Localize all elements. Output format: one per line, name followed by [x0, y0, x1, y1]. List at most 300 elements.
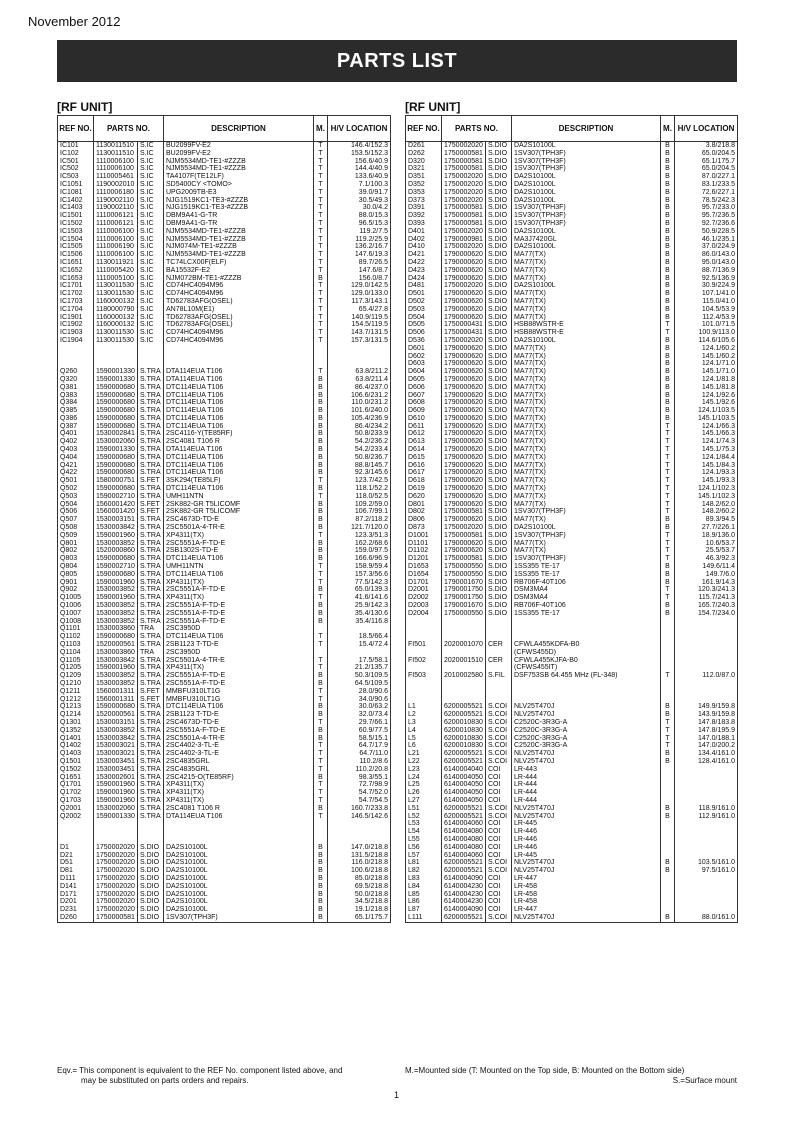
- mount-side-cell: B: [661, 353, 675, 361]
- parts-no-cell: 1530003842: [94, 657, 138, 665]
- description-cell: 1SV307(TPH3F): [512, 204, 661, 212]
- location-cell: 110.2/20.8: [328, 766, 391, 774]
- ref-no-cell: D802: [406, 508, 442, 516]
- part-type-cell: S.DIO: [486, 212, 512, 220]
- description-cell: DTC114EUA T106: [164, 415, 314, 423]
- table-row: [58, 625, 391, 633]
- parts-no-cell: 1160000132: [94, 298, 138, 306]
- parts-no-cell: 1790000620: [442, 423, 486, 431]
- location-cell: 65.1/175.7: [675, 158, 738, 166]
- part-type-cell: S.IC: [138, 337, 164, 345]
- description-cell: 2SC5551A-F-TD-E: [164, 672, 314, 680]
- mount-side-cell: [661, 649, 675, 657]
- table-row: [58, 742, 391, 750]
- table-row: [58, 891, 391, 899]
- description-cell: DTC114EUA T106: [164, 423, 314, 431]
- mount-side-cell: B: [314, 430, 328, 438]
- ref-no-cell: D2001: [406, 586, 442, 594]
- table-row: [406, 633, 738, 641]
- description-cell: LR-445: [512, 820, 661, 828]
- table-row: [406, 602, 738, 610]
- parts-no-cell: 1110006190: [94, 243, 138, 251]
- part-type-cell: S.TRA: [138, 368, 164, 376]
- parts-no-cell: [442, 696, 486, 704]
- mount-side-cell: B: [314, 516, 328, 524]
- mount-side-cell: T: [661, 329, 675, 337]
- description-cell: BU2099FV-E2: [164, 150, 314, 158]
- parts-no-cell: 1110005461: [94, 173, 138, 181]
- parts-no-cell: 1790000620: [442, 376, 486, 384]
- parts-no-cell: 1750000581: [442, 165, 486, 173]
- description-cell: DSM3MA4: [512, 594, 661, 602]
- ref-no-cell: [58, 345, 94, 353]
- parts-no-cell: 1790000620: [442, 407, 486, 415]
- description-cell: TD62783AFG(OSEL): [164, 321, 314, 329]
- part-type-cell: S.TRA: [138, 610, 164, 618]
- part-type-cell: S.DIO: [486, 181, 512, 189]
- location-cell: 106.6/231.2: [328, 392, 391, 400]
- parts-table-right: [405, 115, 738, 923]
- ref-no-cell: L82: [406, 867, 442, 875]
- table-row: [406, 353, 738, 361]
- parts-no-cell: [442, 625, 486, 633]
- mount-side-cell: [661, 625, 675, 633]
- table-row: [406, 774, 738, 782]
- description-cell: NLV25T470J: [512, 914, 661, 922]
- table-row: [58, 189, 391, 197]
- col-parts-no: PARTS NO.: [94, 116, 164, 142]
- part-type-cell: S.DIO: [486, 282, 512, 290]
- parts-no-cell: 1750000581: [442, 204, 486, 212]
- description-cell: NJG1519KC1-TE3-#ZZZB: [164, 197, 314, 205]
- parts-no-cell: 1590000680: [94, 703, 138, 711]
- ref-no-cell: D502: [406, 298, 442, 306]
- ref-no-cell: Q386: [58, 415, 94, 423]
- part-type-cell: S.FET: [138, 501, 164, 509]
- location-cell: 159.0/97.5: [328, 547, 391, 555]
- parts-no-cell: 1190002110: [94, 204, 138, 212]
- description-cell: DA2S10100L: [164, 891, 314, 899]
- location-cell: 124.1/102.3: [675, 485, 738, 493]
- ref-no-cell: D401: [406, 228, 442, 236]
- part-type-cell: S.DIO: [138, 859, 164, 867]
- part-type-cell: [138, 360, 164, 368]
- ref-no-cell: [406, 688, 442, 696]
- parts-no-cell: 1190002010: [94, 181, 138, 189]
- ref-no-cell: Q802: [58, 547, 94, 555]
- ref-no-cell: D2002: [406, 594, 442, 602]
- parts-no-cell: 6140004080: [442, 828, 486, 836]
- table-row: [58, 883, 391, 891]
- location-cell: 148.2/62.0: [675, 501, 738, 509]
- parts-no-cell: 1750000581: [442, 532, 486, 540]
- mount-side-cell: T: [314, 212, 328, 220]
- description-cell: MA77(TX): [512, 407, 661, 415]
- parts-no-cell: 1520000561: [94, 641, 138, 649]
- parts-no-cell: [442, 680, 486, 688]
- ref-no-cell: Q383: [58, 392, 94, 400]
- footnote-line: may be substituted on parts orders and repairs.: [81, 1076, 249, 1085]
- description-cell: MA77(TX): [512, 438, 661, 446]
- location-cell: 147.0/218.8: [328, 844, 391, 852]
- table-row: [58, 547, 391, 555]
- location-cell: 88.0/15.3: [328, 212, 391, 220]
- description-cell: MA77(TX): [512, 469, 661, 477]
- parts-no-cell: 1750002020: [94, 859, 138, 867]
- description-cell: MA77(TX): [512, 446, 661, 454]
- table-row: [58, 360, 391, 368]
- part-type-cell: COI: [486, 781, 512, 789]
- part-type-cell: S.IC: [138, 275, 164, 283]
- ref-no-cell: Q320: [58, 376, 94, 384]
- table-row: [58, 407, 391, 415]
- location-cell: 147.0/188.1: [675, 735, 738, 743]
- mount-side-cell: B: [314, 867, 328, 875]
- part-type-cell: S.DIO: [486, 306, 512, 314]
- table-row: [58, 501, 391, 509]
- mount-side-cell: T: [314, 314, 328, 322]
- mount-side-cell: B: [661, 415, 675, 423]
- description-cell: [512, 680, 661, 688]
- description-cell: CD74HC4094M96: [164, 282, 314, 290]
- mount-side-cell: [661, 828, 675, 836]
- part-type-cell: S.FIL: [486, 672, 512, 680]
- parts-no-cell: 1130011530: [94, 329, 138, 337]
- ref-no-cell: IC1903: [58, 329, 94, 337]
- mount-side-cell: [314, 836, 328, 844]
- table-row: [58, 306, 391, 314]
- part-type-cell: S.DIO: [486, 251, 512, 259]
- ref-no-cell: D1: [58, 844, 94, 852]
- part-type-cell: S.DIO: [486, 586, 512, 594]
- part-type-cell: COI: [486, 891, 512, 899]
- col-location: H/V LOCATION: [675, 116, 738, 142]
- mount-side-cell: B: [661, 251, 675, 259]
- parts-no-cell: 6200005521: [442, 859, 486, 867]
- location-cell: 3.8/218.8: [675, 142, 738, 150]
- location-cell: 50.9/228.5: [675, 228, 738, 236]
- ref-no-cell: Q803: [58, 555, 94, 563]
- description-cell: MMBFU310LT1G: [164, 688, 314, 696]
- mount-side-cell: B: [661, 750, 675, 758]
- part-type-cell: S.DIO: [486, 430, 512, 438]
- parts-no-cell: 1790000620: [442, 368, 486, 376]
- mount-side-cell: T: [314, 243, 328, 251]
- part-type-cell: S.TRA: [138, 516, 164, 524]
- parts-no-cell: 1790000620: [442, 462, 486, 470]
- description-cell: [164, 345, 314, 353]
- parts-no-cell: 6140004230: [442, 898, 486, 906]
- mount-side-cell: B: [661, 314, 675, 322]
- table-row: [58, 594, 391, 602]
- mount-side-cell: T: [661, 532, 675, 540]
- table-row: [406, 329, 738, 337]
- table-row: [58, 836, 391, 844]
- parts-no-cell: 1590000680: [94, 407, 138, 415]
- description-cell: BA15532F-E2: [164, 267, 314, 275]
- col-mount: M.: [661, 116, 675, 142]
- location-cell: 124.1/66.3: [675, 423, 738, 431]
- ref-no-cell: IC1402: [58, 197, 94, 205]
- mount-side-cell: B: [661, 165, 675, 173]
- parts-no-cell: 1130011921: [94, 259, 138, 267]
- description-cell: [512, 633, 661, 641]
- mount-side-cell: B: [314, 844, 328, 852]
- description-cell: 2SK882-GR T5LICOMF: [164, 501, 314, 509]
- mount-side-cell: T: [314, 228, 328, 236]
- parts-no-cell: 1750002020: [94, 867, 138, 875]
- ref-no-cell: D503: [406, 306, 442, 314]
- description-cell: DTC114EUA T106: [164, 407, 314, 415]
- description-cell: XP4311(TX): [164, 594, 314, 602]
- location-cell: [328, 828, 391, 836]
- description-cell: DTC114EUA T106: [164, 633, 314, 641]
- parts-no-cell: 1530003852: [94, 618, 138, 626]
- parts-no-cell: [94, 353, 138, 361]
- table-row: [406, 306, 738, 314]
- ref-no-cell: IC1902: [58, 321, 94, 329]
- mount-side-cell: B: [314, 672, 328, 680]
- table-row: [58, 828, 391, 836]
- part-type-cell: S.TRA: [138, 594, 164, 602]
- location-cell: 124.1/103.5: [675, 407, 738, 415]
- part-type-cell: S.COI: [486, 914, 512, 922]
- location-cell: 160.7/233.8: [328, 805, 391, 813]
- mount-side-cell: [661, 891, 675, 899]
- table-row: [58, 618, 391, 626]
- ref-no-cell: Q1502: [58, 766, 94, 774]
- part-type-cell: S.IC: [138, 243, 164, 251]
- ref-no-cell: L21: [406, 750, 442, 758]
- table-row: [58, 243, 391, 251]
- parts-no-cell: 1530003451: [94, 766, 138, 774]
- ref-no-cell: [406, 696, 442, 704]
- location-cell: 65.0/139.3: [328, 586, 391, 594]
- ref-no-cell: D506: [406, 329, 442, 337]
- parts-no-cell: 1110006100: [94, 165, 138, 173]
- description-cell: 2SC5551A-F-TD-E: [164, 540, 314, 548]
- part-type-cell: S.TRA: [138, 407, 164, 415]
- ref-no-cell: D620: [406, 493, 442, 501]
- mount-side-cell: T: [314, 633, 328, 641]
- parts-no-cell: [94, 820, 138, 828]
- description-cell: C2520C-3R3G-A: [512, 735, 661, 743]
- location-cell: 35.4/116.8: [328, 618, 391, 626]
- description-cell: (CFWS455D): [512, 649, 661, 657]
- parts-no-cell: 1790000620: [442, 454, 486, 462]
- ref-no-cell: Q1213: [58, 703, 94, 711]
- ref-no-cell: D1653: [406, 563, 442, 571]
- table-row: [58, 376, 391, 384]
- part-type-cell: S.DIO: [486, 384, 512, 392]
- location-cell: 145.1/102.3: [675, 493, 738, 501]
- description-cell: 2SB1123 T-TD-E: [164, 711, 314, 719]
- part-type-cell: S.DIO: [486, 360, 512, 368]
- table-row: [58, 540, 391, 548]
- part-type-cell: S.TRA: [138, 750, 164, 758]
- parts-no-cell: 1750000581: [442, 220, 486, 228]
- location-cell: 34.0/90.6: [328, 696, 391, 704]
- table-row: [406, 501, 738, 509]
- table-header-row: [58, 116, 391, 142]
- location-cell: 120.3/241.3: [675, 586, 738, 594]
- ref-no-cell: L24: [406, 774, 442, 782]
- ref-no-cell: D504: [406, 314, 442, 322]
- mount-side-cell: [661, 898, 675, 906]
- mount-side-cell: B: [661, 259, 675, 267]
- part-type-cell: S.IC: [138, 197, 164, 205]
- table-row: [58, 337, 391, 345]
- mount-side-cell: B: [314, 540, 328, 548]
- description-cell: 2SC5551A-F-TD-E: [164, 602, 314, 610]
- parts-no-cell: 6200005521: [442, 758, 486, 766]
- parts-no-cell: 1590000680: [94, 399, 138, 407]
- mount-side-cell: B: [314, 618, 328, 626]
- ref-no-cell: D402: [406, 236, 442, 244]
- description-cell: MA77(TX): [512, 290, 661, 298]
- part-type-cell: S.DIO: [138, 906, 164, 914]
- location-cell: 144.4/40.9: [328, 165, 391, 173]
- location-cell: 147.8/195.9: [675, 727, 738, 735]
- mount-side-cell: B: [314, 547, 328, 555]
- part-type-cell: S.DIO: [486, 150, 512, 158]
- col-mount: M.: [314, 116, 328, 142]
- table-row: [406, 883, 738, 891]
- table-row: [406, 337, 738, 345]
- location-cell: 25.5/53.7: [675, 547, 738, 555]
- location-cell: 30.0/4.2: [328, 204, 391, 212]
- part-type-cell: S.IC: [138, 251, 164, 259]
- table-row: [58, 820, 391, 828]
- ref-no-cell: D614: [406, 446, 442, 454]
- location-cell: 34.5/218.8: [328, 898, 391, 906]
- parts-no-cell: 1560001420: [94, 508, 138, 516]
- parts-no-cell: 1790000620: [442, 469, 486, 477]
- description-cell: 2SC4673D-TD-E: [164, 719, 314, 727]
- table-row: [406, 618, 738, 626]
- part-type-cell: S.IC: [138, 259, 164, 267]
- location-cell: 64.7/17.9: [328, 742, 391, 750]
- description-cell: LR-443: [512, 766, 661, 774]
- location-cell: 145.1/103.5: [675, 415, 738, 423]
- col-ref-no: REF NO.: [406, 116, 442, 142]
- location-cell: [675, 852, 738, 860]
- table-row: [58, 158, 391, 166]
- part-type-cell: S.COI: [486, 867, 512, 875]
- table-row: [406, 407, 738, 415]
- table-row: [58, 750, 391, 758]
- parts-no-cell: 1790000620: [442, 259, 486, 267]
- footnote-equivalent: [57, 1066, 390, 1086]
- mount-side-cell: T: [314, 688, 328, 696]
- location-cell: [328, 836, 391, 844]
- parts-no-cell: 1790000620: [442, 251, 486, 259]
- col-ref-no: REF NO.: [58, 116, 94, 142]
- ref-no-cell: L56: [406, 844, 442, 852]
- location-cell: 124.1/93.3: [675, 469, 738, 477]
- location-cell: [675, 797, 738, 805]
- mount-side-cell: T: [661, 540, 675, 548]
- parts-no-cell: 1750002020: [94, 891, 138, 899]
- table-row: [406, 399, 738, 407]
- mount-side-cell: [661, 664, 675, 672]
- location-cell: 112.9/161.0: [675, 813, 738, 821]
- description-cell: 1SV307(TPH3F): [512, 220, 661, 228]
- mount-side-cell: [314, 353, 328, 361]
- part-type-cell: S.TRA: [138, 540, 164, 548]
- location-cell: 149.9/159.8: [675, 703, 738, 711]
- location-cell: 148.2/60.2: [675, 508, 738, 516]
- table-row: [58, 392, 391, 400]
- description-cell: NJM074M-TE1-#ZZZB: [164, 243, 314, 251]
- ref-no-cell: Q260: [58, 368, 94, 376]
- ref-no-cell: IC1652: [58, 267, 94, 275]
- table-row: [58, 314, 391, 322]
- mount-side-cell: B: [661, 345, 675, 353]
- location-cell: 89.7/26.5: [328, 259, 391, 267]
- part-type-cell: S.DIO: [486, 516, 512, 524]
- mount-side-cell: T: [314, 267, 328, 275]
- mount-side-cell: B: [314, 898, 328, 906]
- ref-no-cell: Q804: [58, 563, 94, 571]
- location-cell: 112.0/87.0: [675, 672, 738, 680]
- mount-side-cell: B: [314, 384, 328, 392]
- location-cell: 60.9/77.5: [328, 727, 391, 735]
- parts-no-cell: 6140004090: [442, 906, 486, 914]
- ref-no-cell: L4: [406, 727, 442, 735]
- part-type-cell: S.DIO: [486, 399, 512, 407]
- mount-side-cell: B: [314, 610, 328, 618]
- table-row: [58, 423, 391, 431]
- part-type-cell: [486, 625, 512, 633]
- part-type-cell: S.DIO: [486, 407, 512, 415]
- location-cell: 128.4/161.0: [675, 758, 738, 766]
- mount-side-cell: T: [314, 657, 328, 665]
- location-cell: 124.1/84.4: [675, 454, 738, 462]
- description-cell: BU2099FV-E2: [164, 142, 314, 150]
- table-row: [58, 875, 391, 883]
- mount-side-cell: T: [661, 594, 675, 602]
- part-type-cell: S.DIO: [486, 267, 512, 275]
- mount-side-cell: B: [661, 243, 675, 251]
- ref-no-cell: Q1401: [58, 735, 94, 743]
- location-cell: 156.6/40.9: [328, 158, 391, 166]
- description-cell: DTC114EUA T106: [164, 399, 314, 407]
- mount-side-cell: B: [661, 602, 675, 610]
- location-cell: 101.0/71.5: [675, 321, 738, 329]
- location-cell: [675, 781, 738, 789]
- parts-no-cell: 1590002710: [94, 493, 138, 501]
- parts-no-cell: 1110005420: [94, 267, 138, 275]
- mount-side-cell: T: [661, 735, 675, 743]
- location-cell: [675, 649, 738, 657]
- table-row: [406, 532, 738, 540]
- location-cell: [675, 664, 738, 672]
- part-type-cell: S.DIO: [486, 602, 512, 610]
- col-description: DESCRIPTION: [512, 116, 661, 142]
- description-cell: TD62783AFG(OSEL): [164, 314, 314, 322]
- parts-no-cell: 1590001330: [94, 376, 138, 384]
- description-cell: LR-444: [512, 797, 661, 805]
- location-cell: 124.1/81.8: [675, 376, 738, 384]
- table-row: [406, 321, 738, 329]
- location-cell: [675, 875, 738, 883]
- ref-no-cell: Q422: [58, 469, 94, 477]
- location-cell: [675, 766, 738, 774]
- table-row: [406, 797, 738, 805]
- parts-no-cell: 1790000620: [442, 540, 486, 548]
- ref-no-cell: D421: [406, 251, 442, 259]
